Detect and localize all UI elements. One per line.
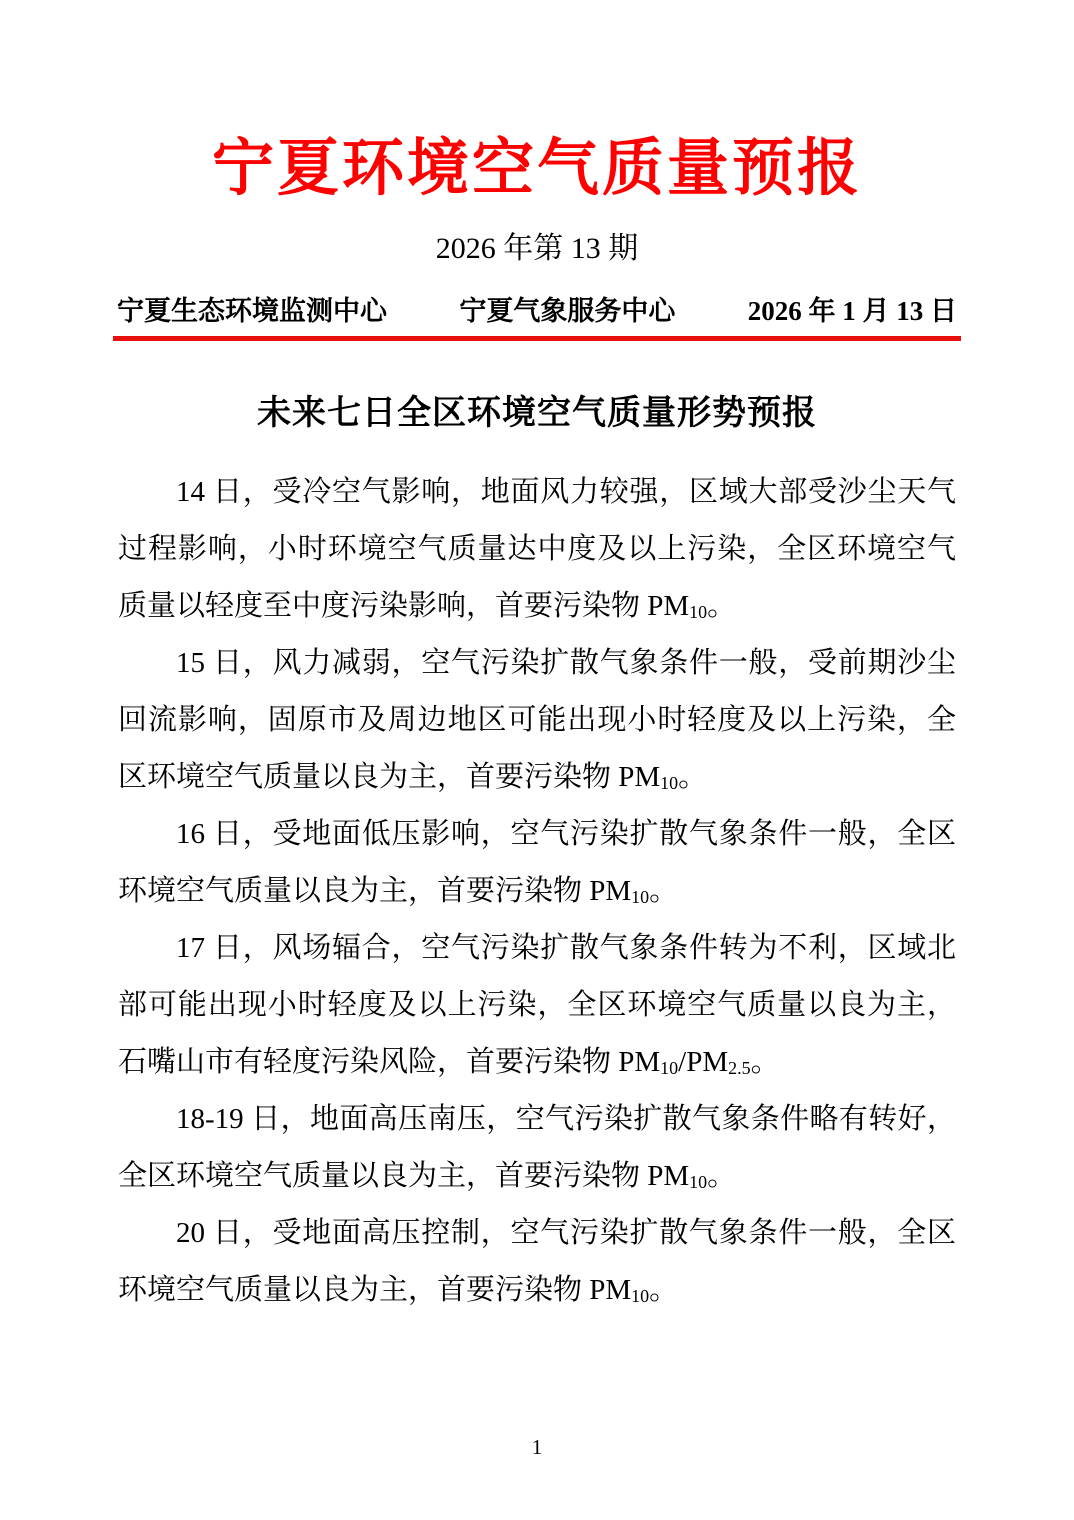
forecast-paragraph: 17 日，风场辐合，空气污染扩散气象条件转为不利，区域北部可能出现小时轻度及以上污染，全区环境空气质量以良为主，石嘴山市有轻度污染风险，首要污染物 $PM_{10}/PM_{2.5}$。 [118,932,956,1079]
org-monitoring-center: 宁夏生态环境监测中心 [117,296,387,326]
forecast-paragraph: 16 日，受地面低压影响，空气污染扩散气象条件一般，全区环境空气质量以良为主，首要污染物 $PM_{10}$。 [118,818,956,908]
forecast-paragraph: 15 日，风力减弱，空气污染扩散气象条件一般，受前期沙尘回流影响，固原市及周边地区可能出现小时轻度及以上污染，全区环境空气质量以良为主，首要污染物 $PM_{10}$。 [118,647,956,794]
org-weather-service-center: 宁夏气象服务中心 [459,296,676,326]
header-date: 2026 年 1 月 13 日 [747,296,957,326]
header-row [117,289,957,328]
red-divider-line [113,336,961,341]
page-number: 1 [531,1435,543,1459]
section-title: 未来七日全区环境空气质量形势预报 [257,394,817,432]
forecast-paragraph: 20 日，受地面高压控制，空气污染扩散气象条件一般，全区环境空气质量以良为主，首要污染物 $PM_{10}$。 [118,1217,956,1307]
document-title: 宁夏环境空气质量预报 [211,135,862,203]
forecast-paragraph: 18-19 日，地面高压南压，空气污染扩散气象条件略有转好，全区环境空气质量以良为主，首要污染物 $PM_{10}$。 [118,1103,956,1193]
forecast-paragraph: 14 日，受冷空气影响，地面风力较强，区域大部受沙尘天气过程影响，小时环境空气质量达中度及以上污染，全区环境空气质量以轻度至中度污染影响，首要污染物 $PM_{10}$。 [118,476,956,623]
issue-number: 2026 年第 13 期 [435,232,639,265]
forecast-body [118,464,956,1319]
